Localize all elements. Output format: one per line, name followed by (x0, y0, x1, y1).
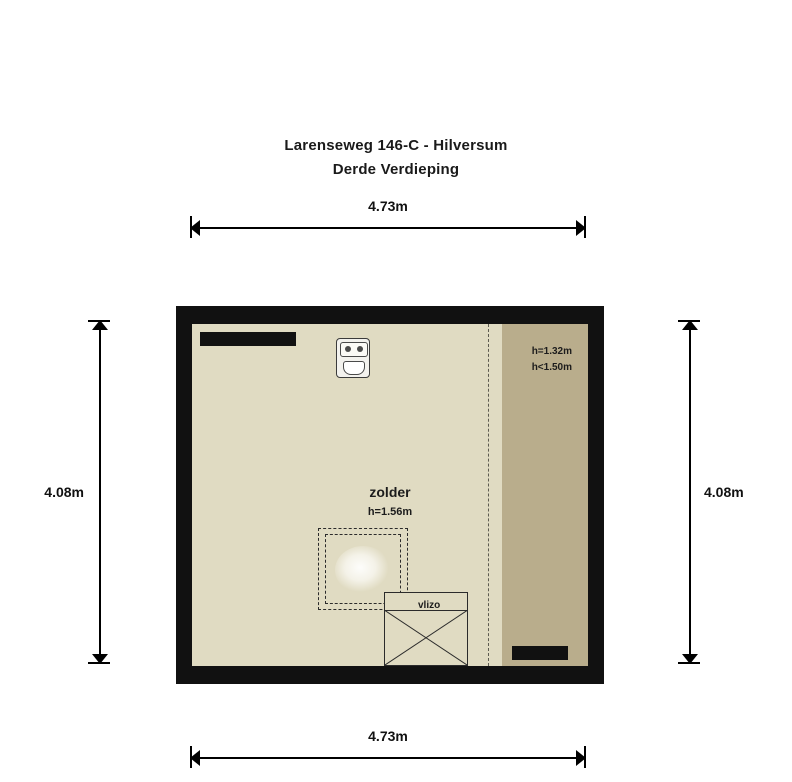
arrow-right-icon (576, 220, 586, 236)
dimension-right-label: 4.08m (704, 484, 744, 500)
height-note-secondary: h<1.50m (531, 362, 572, 373)
skylight-glow (335, 546, 391, 594)
dimension-left-bar (99, 328, 101, 656)
dimension-left (44, 320, 110, 664)
dimension-right-bar (689, 328, 691, 656)
floor-plan (176, 306, 604, 684)
arrow-up-icon (92, 320, 108, 330)
toilet-button-right-icon (357, 346, 363, 352)
wall-segment-bottom-right (512, 646, 568, 660)
dimension-left-label: 4.08m (44, 484, 84, 500)
dimension-top-label: 4.73m (190, 198, 586, 214)
wall-segment-top-left (200, 332, 296, 346)
height-note-primary: h=1.32m (531, 346, 572, 357)
room-height-label: h=1.56m (367, 506, 413, 518)
dimension-top (190, 198, 586, 238)
toilet-button-left-icon (345, 346, 351, 352)
arrow-left-icon (190, 750, 200, 766)
title-floor: Derde Verdieping (332, 161, 460, 178)
dimension-bottom-bar (198, 757, 578, 759)
arrow-right-icon (576, 750, 586, 766)
arrow-left-icon (190, 220, 200, 236)
dimension-bottom-label: 4.73m (190, 728, 586, 744)
floor-plan-interior (192, 324, 588, 666)
toilet-fixture (336, 338, 370, 378)
dimension-top-bar (198, 227, 578, 229)
title-address: Larenseweg 146-C - Hilversum (284, 137, 508, 154)
dimension-bottom (190, 728, 586, 768)
arrow-up-icon (682, 320, 698, 330)
dimension-right (678, 320, 744, 664)
page-title (0, 136, 792, 179)
arrow-down-icon (682, 654, 698, 664)
toilet-bowl (343, 361, 365, 375)
arrow-down-icon (92, 654, 108, 664)
room-name-label: zolder (369, 484, 411, 500)
loft-hatch-label: vlizo (418, 600, 441, 611)
